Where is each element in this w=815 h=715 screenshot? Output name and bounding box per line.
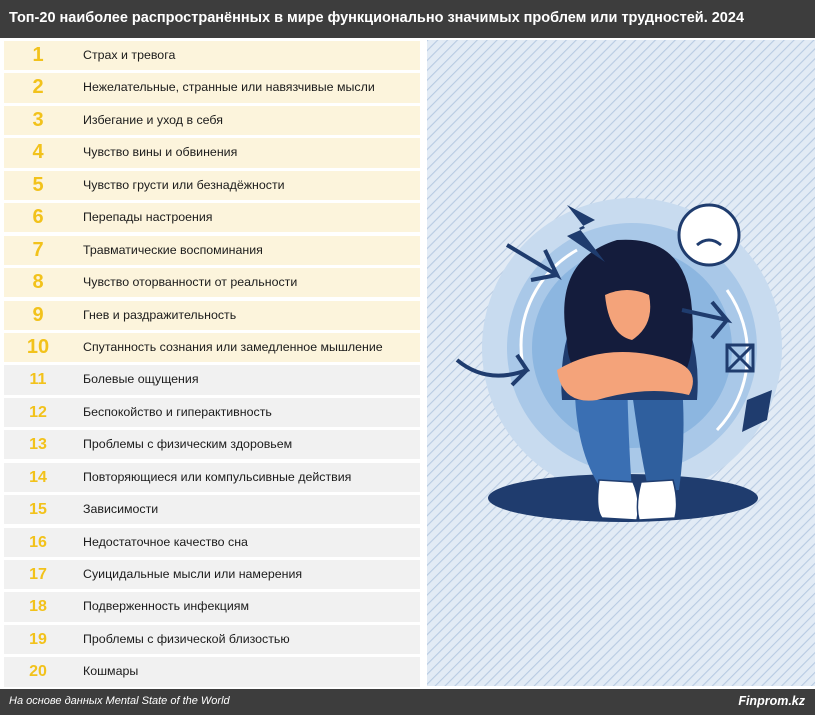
rank-number: 7 (32, 238, 44, 261)
list-item (4, 236, 420, 265)
list-item (4, 365, 420, 394)
list-item (4, 495, 420, 524)
item-label: Суицидальные мысли или намерения (83, 567, 303, 581)
rank-number: 3 (32, 108, 44, 131)
source-note: На основе данных Mental State of the World (9, 695, 230, 707)
item-label: Кошмары (83, 664, 139, 679)
list-item (4, 138, 420, 167)
speech-bubble-icon (679, 205, 739, 265)
rank-number: 4 (32, 141, 44, 164)
rank-number: 2 (32, 76, 44, 99)
item-label: Повторяющиеся или компульсивные действия (83, 469, 352, 484)
list-item (4, 560, 420, 589)
rank-number: 17 (29, 566, 47, 583)
list-item (4, 463, 420, 492)
list-item (4, 625, 420, 654)
item-label: Перепады настроения (83, 210, 213, 225)
item-label: Травматические воспоминания (83, 242, 263, 257)
rank-number: 12 (29, 403, 47, 421)
list-item (4, 106, 420, 135)
item-label: Спутанность сознания или замедленное мышление (83, 339, 383, 354)
item-label: Недостаточное качество сна (83, 534, 248, 549)
brand-logo: Finprom.kz (738, 694, 805, 708)
item-label: Гнев и раздражительность (83, 307, 237, 322)
title-bar (0, 0, 815, 38)
rank-number: 11 (29, 371, 47, 389)
list-item (4, 528, 420, 557)
rank-number: 19 (29, 630, 47, 648)
rank-number: 16 (29, 533, 47, 551)
list-item (4, 41, 420, 70)
rank-number: 14 (29, 468, 47, 486)
list-item (4, 592, 420, 621)
shoe-right (637, 480, 676, 520)
list-item (4, 73, 420, 102)
rank-number: 9 (32, 303, 44, 326)
list-item (4, 171, 420, 200)
shoe-left (598, 480, 639, 520)
rank-number: 18 (29, 598, 47, 616)
list-item (4, 333, 420, 362)
rank-number: 8 (32, 271, 44, 294)
item-label: Зависимости (83, 502, 159, 517)
rank-number: 15 (29, 501, 47, 519)
list-item (4, 301, 420, 330)
item-label: Чувство грусти или безнадёжности (83, 177, 285, 192)
rank-number: 20 (29, 663, 47, 681)
item-label: Беспокойство и гиперактивность (83, 404, 272, 419)
item-label: Болевые ощущения (83, 372, 199, 387)
sad-girl-illustration (427, 40, 815, 686)
list-item (4, 657, 420, 686)
item-label: Подверженность инфекциям (83, 599, 250, 614)
rank-number: 13 (29, 436, 47, 454)
rank-number: 10 (26, 335, 50, 358)
page-title: Топ-20 наиболее распространённых в мире функционально значимых проблем или трудностей. 2024 (9, 10, 745, 26)
item-label: Чувство вины и обвинения (83, 145, 238, 160)
item-label: Проблемы с физическим здоровьем (83, 437, 293, 452)
rank-number: 1 (32, 44, 44, 66)
footer-bar (0, 689, 815, 715)
rank-number: 5 (32, 173, 44, 196)
list-item (4, 268, 420, 297)
list-item (4, 203, 420, 232)
item-label: Страх и тревога (83, 48, 176, 62)
list-item (4, 430, 420, 459)
item-label: Проблемы с физической близостью (83, 631, 290, 646)
list-item (4, 398, 420, 427)
item-label: Нежелательные, странные или навязчивые мысли (83, 80, 375, 95)
item-label: Чувство оторванности от реальности (83, 275, 298, 290)
rank-number: 6 (32, 206, 44, 229)
item-label: Избегание и уход в себя (83, 112, 223, 127)
ranking-list (4, 41, 420, 690)
illustration-panel (427, 40, 815, 686)
